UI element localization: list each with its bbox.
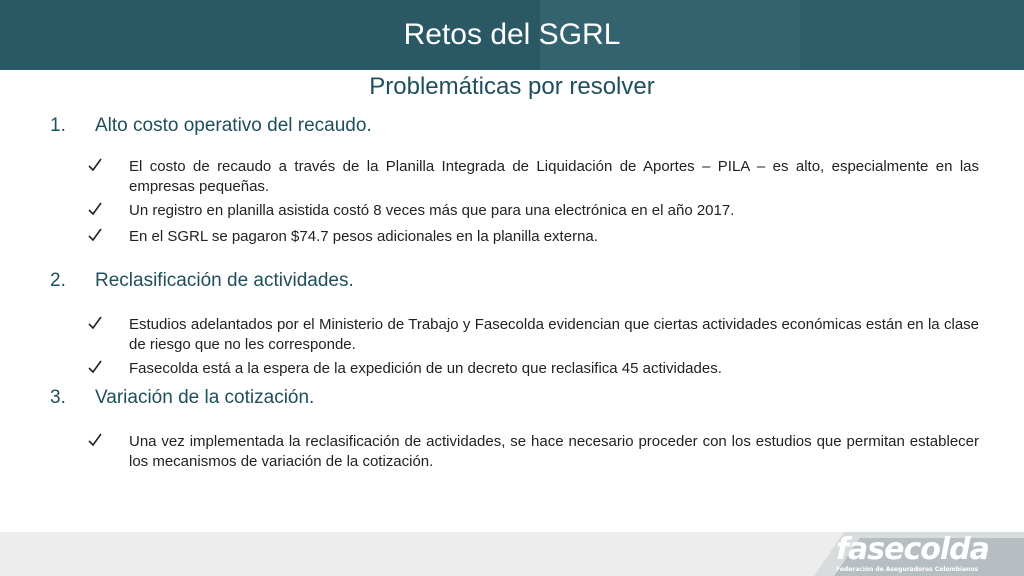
bullet-item — [88, 201, 979, 221]
bullet-item — [88, 315, 979, 355]
bullet-item — [88, 432, 979, 472]
fasecolda-logo: fasecolda — [836, 532, 989, 567]
section-number: 2. — [50, 270, 66, 291]
bullet-item — [88, 359, 979, 379]
bullet-text: Fasecolda está a la espera de la expedición de un decreto que reclasifica 45 actividades. — [129, 360, 722, 377]
section-title: Alto costo operativo del recaudo. — [95, 115, 372, 136]
checkmark-icon — [88, 201, 102, 217]
section-heading — [50, 270, 354, 292]
bullet-item — [88, 157, 979, 197]
slide-title: Retos del SGRL — [403, 18, 621, 51]
section-heading — [50, 387, 314, 409]
bullet-text: Un registro en planilla asistida costó 8 veces más que para una electrónica en el año 2017. — [129, 202, 735, 219]
header-bar — [0, 0, 1024, 70]
section-title: Variación de la cotización. — [95, 387, 315, 408]
logo-tagline: Federación de Aseguradores Colombianos — [836, 566, 979, 573]
bullet-text: El costo de recaudo a través de la Planilla Integrada de Liquidación de Aportes – PILA – es alto, especialmente en las empresas pequeñas. — [129, 158, 979, 195]
bullet-text: En el SGRL se pagaron $74.7 pesos adicionales en la planilla externa. — [129, 228, 598, 245]
checkmark-icon — [88, 227, 102, 243]
section-title: Reclasificación de actividades. — [95, 270, 354, 291]
bullet-text: Estudios adelantados por el Ministerio de Trabajo y Fasecolda evidencian que ciertas actividades económicas están en la clase de riesgo que no les corresponde. — [129, 316, 979, 353]
slide-subtitle: Problemáticas por resolver — [369, 73, 655, 100]
bullet-text: Una vez implementada la reclasificación de actividades, se hace necesario proceder con los estudios que permitan establecer los mecanismos de variación de la cotización. — [129, 433, 979, 470]
section-number: 1. — [50, 115, 66, 136]
bullet-item — [88, 227, 979, 247]
checkmark-icon — [88, 359, 102, 375]
checkmark-icon — [88, 315, 102, 331]
section-heading — [50, 115, 372, 137]
section-number: 3. — [50, 387, 66, 408]
checkmark-icon — [88, 157, 102, 173]
checkmark-icon — [88, 432, 102, 448]
